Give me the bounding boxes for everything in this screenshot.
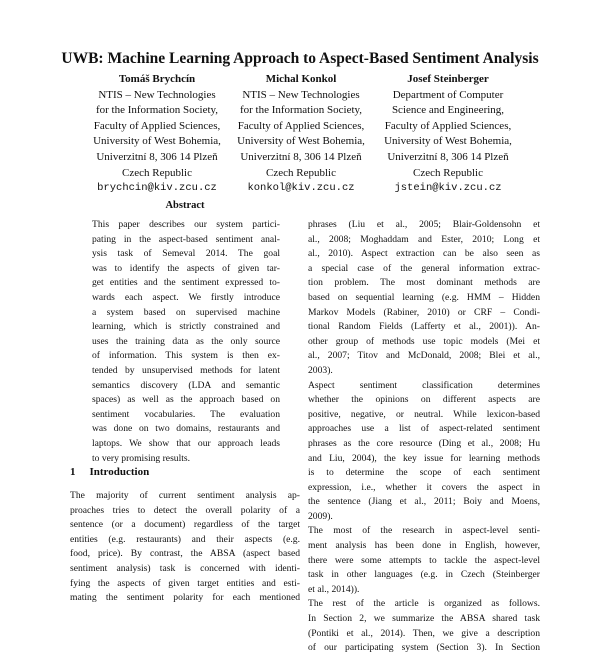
intro-line: mating the sentiment polarity for each mentioned: [70, 592, 300, 604]
abstract-line: was to identify the aspects of given tar-: [92, 262, 280, 274]
abstract-line: wards each aspect. We firstly introduce: [92, 291, 280, 303]
right-column-line: 2009).: [308, 510, 333, 522]
right-column-line: The most of the research in aspect-level senti-: [308, 525, 540, 537]
right-column-line: ment analysis has been done in English, however,: [308, 540, 540, 552]
author-affiliation-line: University of West Bohemia,: [93, 135, 221, 148]
author-affiliation-line: Faculty of Applied Sciences,: [93, 119, 221, 132]
abstract-line: spaces) as well as the approach based on: [92, 394, 280, 406]
section-number: 1: [70, 466, 76, 478]
author-affiliation-line: Czech Republic: [266, 166, 336, 179]
author-email: konkol@kiv.zcu.cz: [247, 182, 355, 195]
intro-line: sentence (or a document) regardless of the target: [70, 519, 300, 531]
abstract-line: learning, which is strictly constrained and: [92, 321, 280, 333]
right-column-line: tion problem. The most dominant methods are: [308, 277, 540, 289]
right-column-line: approaches use a list of aspect-related sentiment: [308, 423, 540, 435]
intro-line: proaches tries to detect the overall polarity of a: [70, 504, 300, 516]
intro-line: fying the aspects of given target entities and esti-: [70, 577, 300, 589]
introduction-body: [70, 489, 300, 606]
author-affiliation-line: Univerzitní 8, 306 14 Plzeň: [96, 150, 218, 163]
right-column-line: al., 2008; Moghaddam and Ester, 2010; Long et: [308, 233, 540, 245]
right-column-line: other group of methods use topic models (Mei et: [308, 335, 540, 347]
abstract-line: pating in the aspect-based sentiment anal-: [92, 233, 280, 245]
author-affiliation-line: for the Information Society,: [95, 104, 219, 117]
abstract-line: laptops. We show that our approach leads: [92, 437, 280, 449]
right-column-line: al., 2007; Titov and McDonald, 2008; Blei et al.,: [308, 350, 540, 362]
author-1: [82, 72, 232, 197]
author-name: Michal Konkol: [265, 73, 337, 85]
author-affiliation-line: NTIS – New Technologies: [98, 88, 216, 101]
author-affiliation-line: Czech Republic: [122, 166, 192, 179]
right-column-line: of our participating system (Section 3). In Section: [308, 642, 540, 654]
right-column-body: [308, 218, 540, 656]
intro-line: The majority of current sentiment analysis ap-: [70, 490, 300, 501]
author-affiliation-line: University of West Bohemia,: [384, 135, 512, 148]
right-column-line: al., 2010). Aspect extraction can be also seen as: [308, 248, 540, 260]
author-affiliation-line: NTIS – New Technologies: [242, 88, 360, 101]
author-affiliation-line: Univerzitní 8, 306 14 Plzeň: [387, 150, 509, 163]
intro-line: entities (e.g. restaurants) and their aspects (e.g.: [70, 533, 300, 545]
author-email: jstein@kiv.zcu.cz: [394, 182, 502, 195]
abstract-line: semantics discovery (LDA and semantic: [92, 379, 280, 391]
abstract-body: [92, 218, 280, 466]
abstract-line: tended by unsupervised methods for latent: [92, 364, 280, 376]
right-column-line: In Section 2, we summarize the ABSA shared task: [308, 613, 540, 625]
author-affiliation-line: Science and Engineering,: [391, 104, 505, 117]
right-column-line: based on sequential learning (e.g. HMM – Hidden: [308, 291, 540, 303]
right-column-line: phrases (Liu et al., 2005; Blair-Goldensohn et: [308, 219, 540, 230]
author-affiliation-line: Department of Computer: [392, 88, 504, 101]
right-column-line: a special case of the general information extrac-: [308, 262, 540, 274]
abstract-line: get entities and the sentiment expressed to-: [92, 277, 280, 289]
right-column-line: the sentence (Jiang et al., 2011; Boiy and Moens,: [308, 496, 540, 508]
abstract-line: ysis task of Semeval 2014. The goal: [92, 248, 280, 260]
author-affiliation-line: University of West Bohemia,: [237, 135, 365, 148]
right-column-line: Markov Models (Rabiner, 2010) or CRF – Condi-: [308, 306, 540, 318]
author-2: [226, 72, 376, 197]
author-name: Tomáš Brychcín: [118, 73, 196, 85]
abstract-line: This paper describes our system partici-: [92, 219, 280, 230]
right-column-line: Aspect sentiment classification determines: [308, 379, 540, 391]
author-affiliation-line: Czech Republic: [413, 166, 483, 179]
intro-line: sentiment analysis) task is concerned with identi-: [70, 562, 300, 574]
section-heading-introduction: [70, 466, 149, 478]
author-3: [373, 72, 523, 197]
abstract-line: was done on two domains, restaurants and: [92, 423, 280, 435]
author-email: brychcin@kiv.zcu.cz: [97, 182, 217, 195]
abstract-heading: Abstract: [165, 200, 205, 211]
right-column-line: et al., 2014)).: [308, 583, 360, 595]
section-title: Introduction: [89, 466, 150, 478]
intro-line: food, price). By contrast, the ABSA (aspect based: [70, 548, 300, 560]
abstract-line: to very promising results.: [92, 452, 191, 464]
author-affiliation-line: for the Information Society,: [239, 104, 363, 117]
right-column-line: task in other languages (e.g. in Czech (Steinberger: [308, 569, 540, 581]
right-column-line: The rest of the article is organized as follows.: [308, 598, 540, 610]
author-name: Josef Steinberger: [407, 73, 489, 85]
abstract-line: uses the training data as the only source: [92, 335, 280, 347]
paper-title: UWB: Machine Learning Approach to Aspect-Based Sentiment Analysis: [61, 50, 539, 67]
right-column-line: expression, i.e., whether it covers the aspect in: [308, 481, 540, 493]
right-column-line: there were some attempts to tackle the aspect-level: [308, 554, 540, 566]
author-affiliation-line: Univerzitní 8, 306 14 Plzeň: [240, 150, 362, 163]
author-affiliation-line: Faculty of Applied Sciences,: [237, 119, 365, 132]
right-column-line: 2003).: [308, 364, 333, 376]
right-column-line: is to determine the scope of each sentiment: [308, 467, 540, 479]
right-column-line: whether the opinions on different aspects are: [308, 394, 540, 406]
right-column-line: phrases as the core resource (Ding et al., 2008; Hu: [308, 437, 540, 449]
right-column-line: positive, negative, or neutral. While lexicon-based: [308, 408, 540, 420]
right-column-line: tional Random Fields (Lafferty et al., 2001)). An-: [308, 321, 540, 333]
right-column-line: and Liu, 2004), the key issue for learning methods: [308, 452, 540, 464]
abstract-line: a system based on supervised machine: [92, 306, 280, 318]
abstract-line: of information. This system is then ex-: [92, 350, 280, 362]
right-column-line: (Pontiki et al., 2014). Then, we give a description: [308, 627, 540, 639]
abstract-line: sentiment vocabularies. The evaluation: [92, 408, 280, 420]
author-affiliation-line: Faculty of Applied Sciences,: [384, 119, 512, 132]
